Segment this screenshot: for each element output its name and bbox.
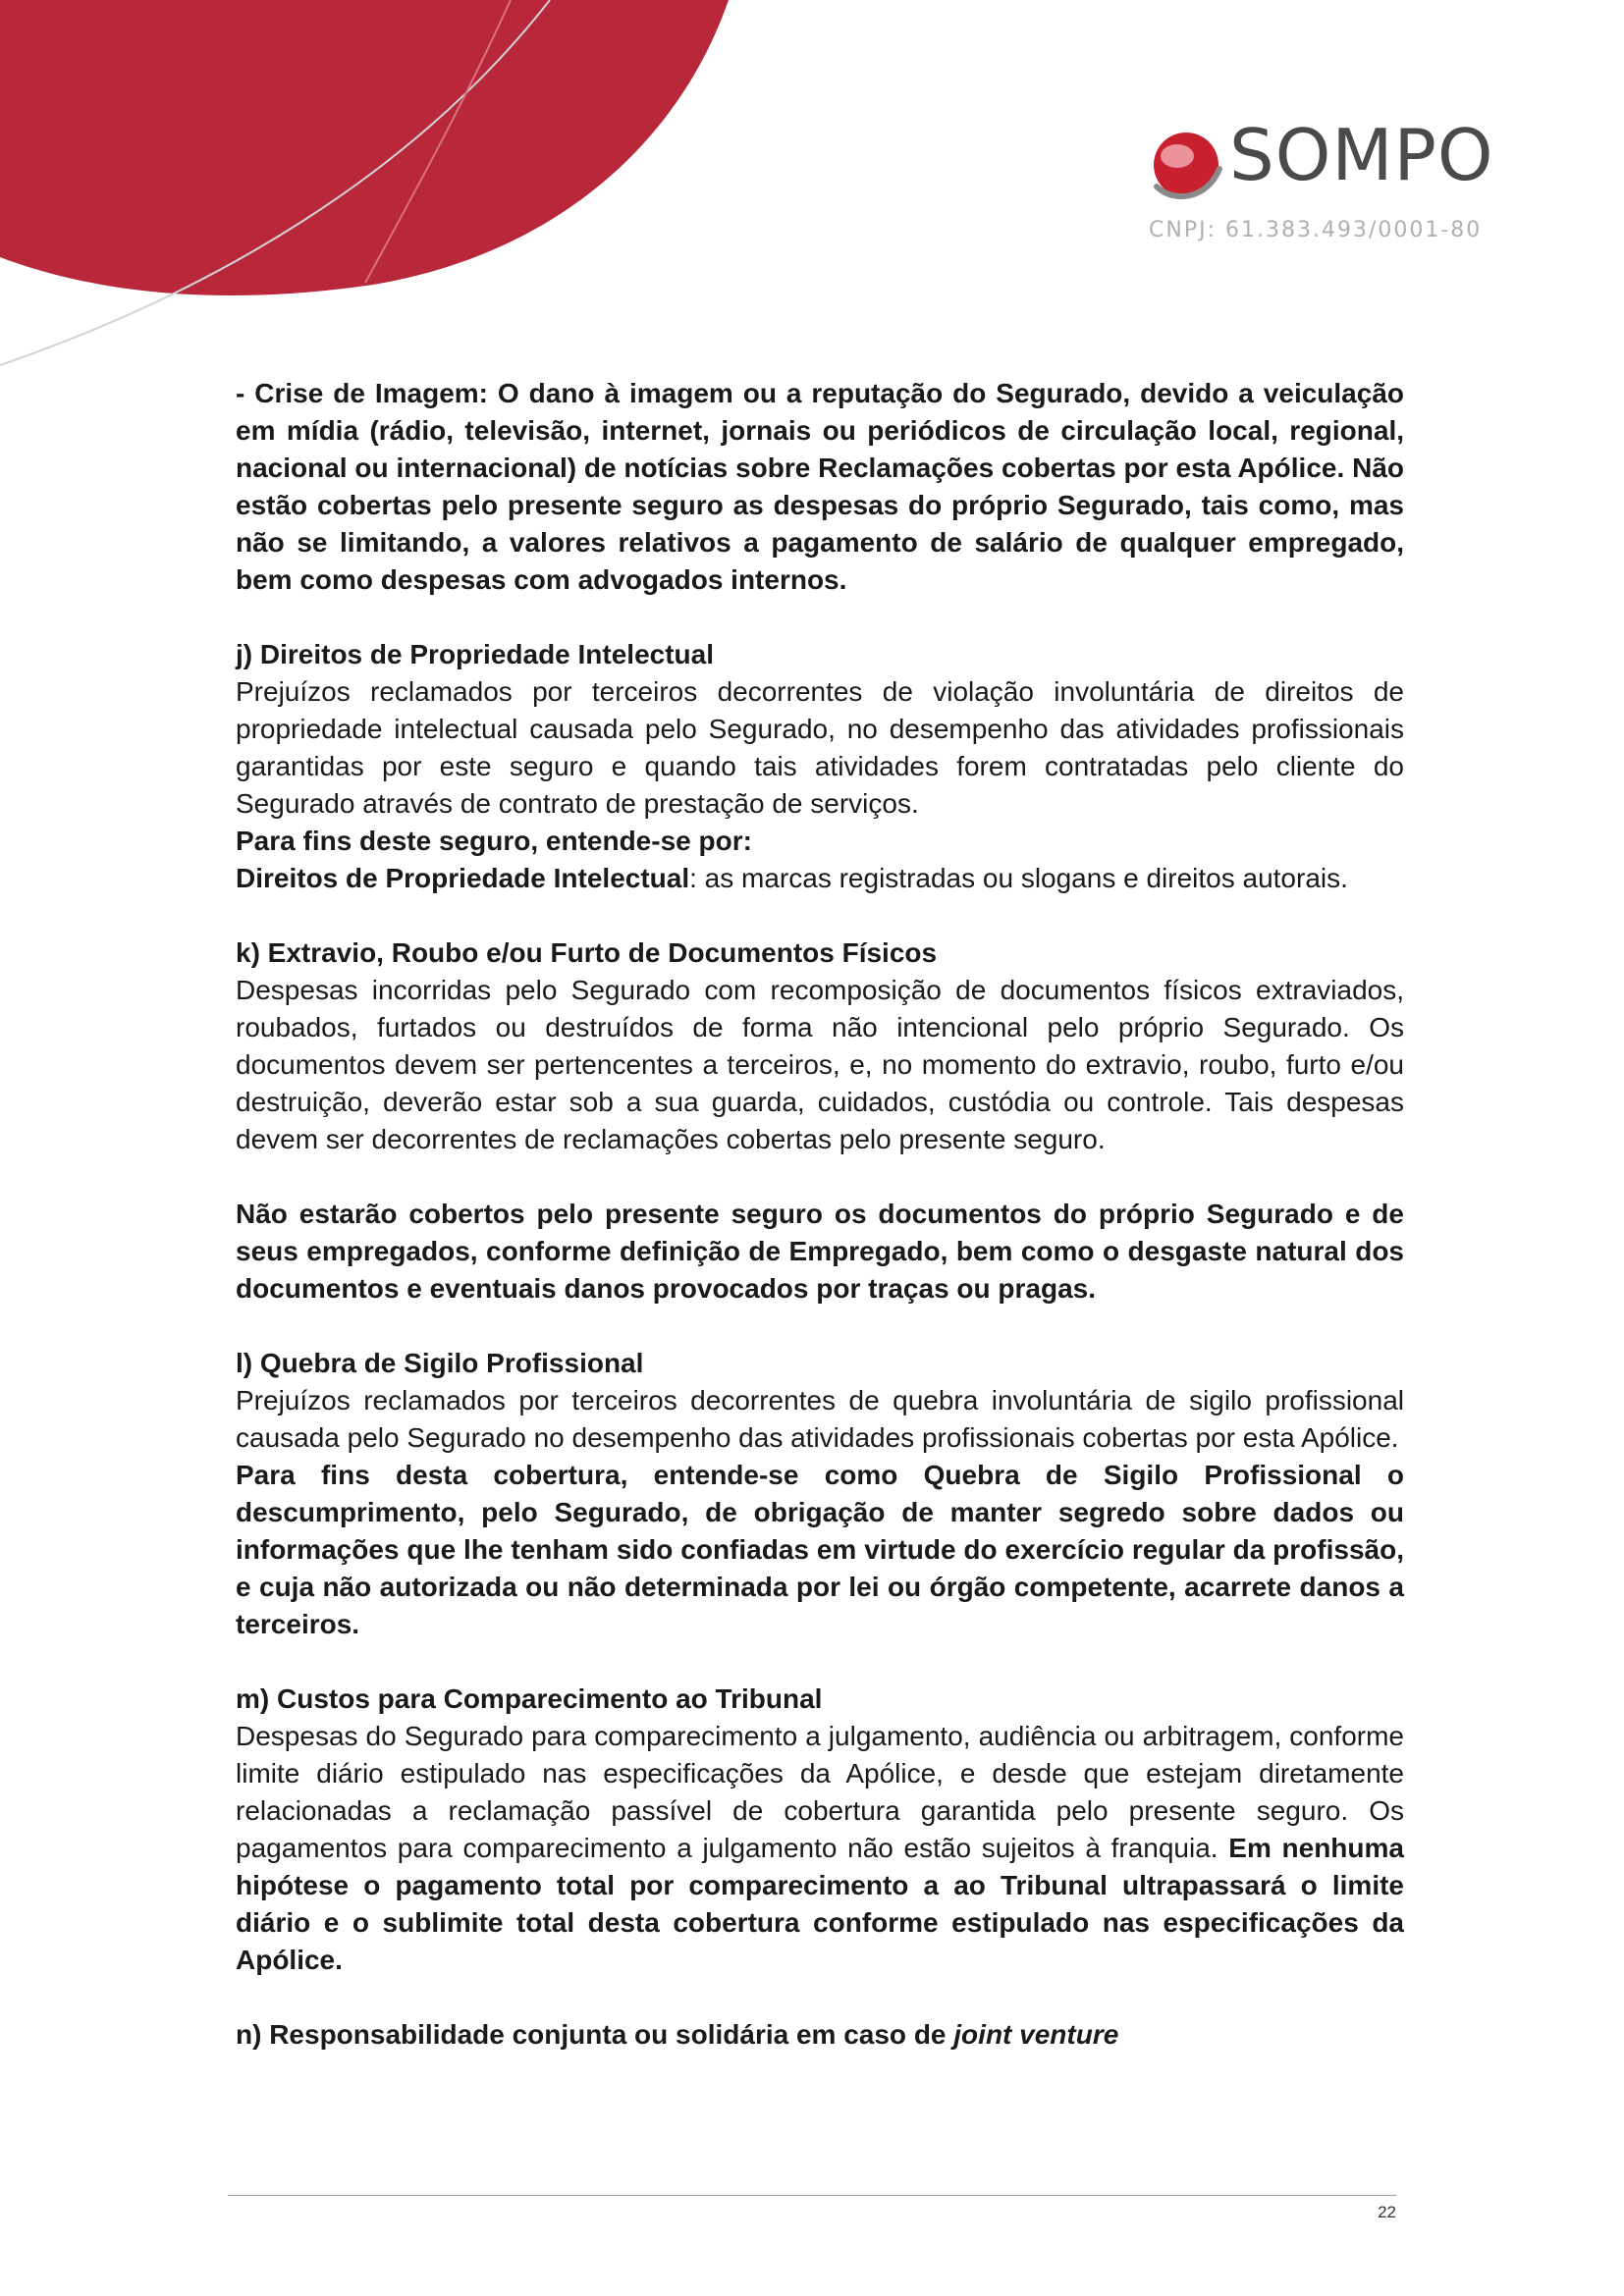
section-j-definition (236, 860, 1404, 897)
section-l-body: Prejuízos reclamados por terceiros decorrentes de quebra involuntária de sigilo profissional causada pelo Segurado no desempenho das atividades profissionais cobertas por esta Apólice. (236, 1385, 1404, 1453)
section-j-body: Prejuízos reclamados por terceiros decorrentes de violação involuntária de direitos de propriedade intelectual causada pelo Segurado, no desempenho das atividades profissionais garantidas por este seguro e quando tais atividades forem contratadas pelo cliente do Segurado através de contrato de prestação de serviços. (236, 676, 1404, 819)
decorative-red-arc (0, 0, 746, 393)
section-l-heading: l) Quebra de Sigilo Profissional (236, 1348, 644, 1378)
sompo-logo-icon (1147, 126, 1225, 204)
section-k-body: Despesas incorridas pelo Segurado com recomposição de documentos físicos extraviados, roubados, furtados ou destruídos de forma não intencional pelo próprio Segurado. Os documentos devem ser pertencentes a terceiros, e, no momento do extravio, roubo, furto e/ou destruição, deverão estar sob a sua guarda, cuidados, custódia ou controle. Tais despesas devem ser decorrentes de reclamações cobertas pelo presente seguro. (236, 975, 1404, 1154)
section-j-definition-intro: Para fins deste seguro, entende-se por: (236, 826, 752, 856)
section-k-heading: k) Extravio, Roubo e/ou Furto de Documentos Físicos (236, 937, 938, 968)
section-n-heading (236, 2016, 1404, 2054)
section-j-definition-term: Direitos de Propriedade Intelectual (236, 863, 690, 893)
section-l-definition: Para fins desta cobertura, entende-se como Quebra de Sigilo Profissional o descumprimento, pelo Segurado, de obrigação de manter segredo sobre dados ou informações que lhe tenham sido confiadas em virtude do exercício regular da profissão, e cuja não autorizada ou não determinada por lei ou órgão competente, acarrete danos a terceiros. (236, 1460, 1404, 1639)
crise-imagem-paragraph: - Crise de Imagem: O dano à imagem ou a reputação do Segurado, devido a veiculação em mídia (rádio, televisão, internet, jornais ou periódicos de circulação local, regional, nacional ou internacional) de notícias sobre Reclamações cobertas por esta Apólice. Não estão cobertas pelo presente seguro as despesas do próprio Segurado, tais como, mas não se limitando, a valores relativos a pagamento de salário de qualquer empregado, bem como despesas com advogados internos. (236, 378, 1404, 595)
section-m-body-bold: Em nenhuma hipótese o pagamento total por comparecimento a ao Tribunal ultrapassará o limite diário e o sublimite total desta cobertura conforme estipulado nas especificações da Apólice. (236, 1833, 1404, 1975)
section-m-body-text: Despesas do Segurado para comparecimento a julgamento, audiência ou arbitragem, conforme limite diário estipulado nas especificações da Apólice, e desde que estejam diretamente relacionadas a reclamação passível de cobertura garantida pelo presente seguro. Os pagamentos para comparecimento a julgamento não estão sujeitos à franquia. (236, 1721, 1404, 1863)
footer-divider (228, 2195, 1396, 2196)
logo-wordmark: SOMPO (1229, 114, 1494, 196)
section-m-body (236, 1718, 1404, 1979)
section-j-definition-text: : as marcas registradas ou slogans e direitos autorais. (689, 863, 1348, 893)
document-body (236, 375, 1404, 2054)
section-n-heading-text: n) Responsabilidade conjunta ou solidária em caso de (236, 2019, 954, 2050)
section-n-heading-italic: joint venture (953, 2019, 1119, 2050)
sompo-logo (1139, 116, 1512, 243)
section-j-heading: j) Direitos de Propriedade Intelectual (236, 639, 715, 669)
cnpj-text: CNPJ: 61.383.493/0001-80 (1149, 218, 1483, 242)
section-m-heading: m) Custos para Comparecimento ao Tribunal (236, 1683, 823, 1714)
page-number: 22 (1378, 2203, 1396, 2221)
section-k-exclusion: Não estarão cobertos pelo presente seguro os documentos do próprio Segurado e de seus empregados, conforme definição de Empregado, bem como o desgaste natural dos documentos e eventuais danos provocados por traças ou pragas. (236, 1199, 1404, 1304)
